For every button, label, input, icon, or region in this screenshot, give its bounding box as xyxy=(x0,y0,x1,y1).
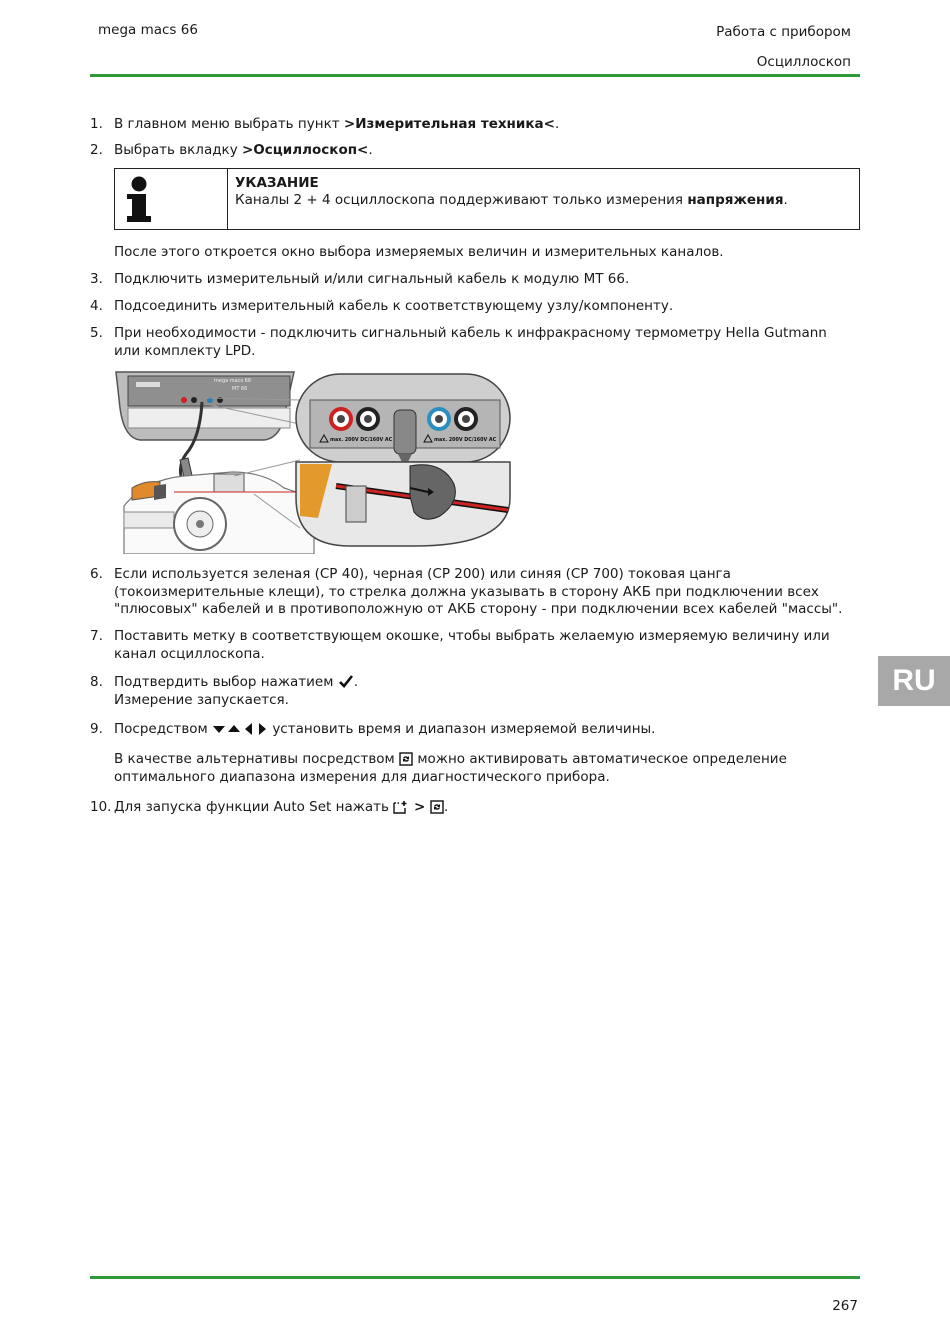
step-text-end: установить время и диапазон измеряемой величины. xyxy=(268,721,656,737)
note-text-end: . xyxy=(783,192,788,208)
step-number: 5. xyxy=(90,325,103,341)
header-rule xyxy=(90,74,860,77)
alt-text: В качестве альтернативы посредством xyxy=(114,751,400,767)
alternative-text xyxy=(114,751,854,786)
footer-rule xyxy=(90,1276,860,1279)
step-9 xyxy=(90,721,850,739)
warning-label-right: max. 200V DC/160V AC xyxy=(434,438,497,443)
step-4 xyxy=(90,298,850,316)
step-6 xyxy=(90,566,850,619)
auto-range-icon xyxy=(399,752,413,766)
language-tab: RU xyxy=(878,656,950,706)
step-number: 8. xyxy=(90,674,103,690)
step-number: 4. xyxy=(90,298,103,314)
menu-item-ref: >Измерительная техника< xyxy=(343,116,555,132)
step-text-end: . xyxy=(444,799,449,815)
arrow-down-icon xyxy=(212,724,226,734)
module-label-small: MT 66 xyxy=(232,386,248,392)
step-number: 3. xyxy=(90,271,103,287)
page-number: 267 xyxy=(832,1298,858,1314)
auto-set-menu-icon xyxy=(393,800,409,814)
step-number: 1. xyxy=(90,116,103,132)
step-text-end: . xyxy=(353,674,358,690)
illustration-svg xyxy=(114,368,512,554)
step-separator: > xyxy=(409,799,430,815)
step-text: Подключить измерительный и/или сигнальный кабель к модулю MT 66. xyxy=(114,271,630,287)
header-section: Работа с прибором xyxy=(716,24,851,40)
step-7 xyxy=(90,628,850,663)
auto-range-icon xyxy=(430,800,444,814)
note-title: УКАЗАНИЕ xyxy=(235,175,319,191)
step-number: 2. xyxy=(90,142,103,158)
note-emphasis: напряжения xyxy=(687,192,784,208)
step-text: Подтвердить выбор нажатием xyxy=(114,674,338,690)
step-text: Подсоединить измерительный кабель к соответствующему узлу/компоненту. xyxy=(114,298,674,314)
arrow-left-icon xyxy=(242,722,256,736)
step-number: 9. xyxy=(90,721,103,737)
info-icon-cell xyxy=(115,169,228,229)
warning-label-left: max. 200V DC/160V AC xyxy=(330,438,393,443)
note-box xyxy=(114,168,860,230)
arrow-up-icon xyxy=(226,724,242,734)
step-text: Для запуска функции Auto Set нажать xyxy=(114,799,394,815)
arrow-right-icon xyxy=(256,722,268,736)
step-text: Поставить метку в соответствующем окошке, чтобы выбрать желаемую измеряемую величину или канал осциллоскопа. xyxy=(114,628,830,662)
step-text-end: . xyxy=(368,142,373,158)
note-text: Каналы 2 + 4 осциллоскопа поддерживают только измерения xyxy=(235,192,688,208)
step-number: 6. xyxy=(90,566,103,582)
step-text: Выбрать вкладку xyxy=(114,142,242,158)
checkmark-icon xyxy=(338,675,354,689)
alt-text-end: можно активировать автоматическое определение оптимального диапазона измерения для диагностического прибора. xyxy=(114,751,787,785)
tab-ref: >Осциллоскоп< xyxy=(241,142,369,158)
step-number: 10. xyxy=(90,799,112,815)
step-result: Измерение запускается. xyxy=(114,691,289,708)
step-1 xyxy=(90,116,850,134)
step-text: Если используется зеленая (CP 40), черная (CP 200) или синяя (CP 700) токовая цанга (токоизмерительные клещи), то стрелка должна указывать в сторону АКБ при подключении всех "плюсовых" кабелей и в противоположную от АКБ сторону - при подключении всех кабелей "массы". xyxy=(114,566,843,617)
step-text: В главном меню выбрать пункт xyxy=(114,116,344,132)
step-8 xyxy=(90,674,850,709)
connection-illustration xyxy=(114,368,512,554)
step-3 xyxy=(90,271,850,289)
step-text: Посредством xyxy=(114,721,213,737)
device-label: mega macs 66 xyxy=(214,378,252,384)
step-5 xyxy=(90,325,850,360)
header-subsection: Осциллоскоп xyxy=(756,54,851,70)
step-text: При необходимости - подключить сигнальный кабель к инфракрасному термометру Hella Gutmann или комплекту LPD. xyxy=(114,325,827,359)
step-number: 7. xyxy=(90,628,103,644)
info-icon xyxy=(115,169,227,228)
after-note-text: После этого откроется окно выбора измеряемых величин и измерительных каналов. xyxy=(114,244,724,260)
step-10 xyxy=(90,799,850,817)
step-text-end: . xyxy=(554,116,560,132)
note-body xyxy=(235,192,788,208)
header-product: mega macs 66 xyxy=(98,22,198,38)
step-2 xyxy=(90,142,850,160)
